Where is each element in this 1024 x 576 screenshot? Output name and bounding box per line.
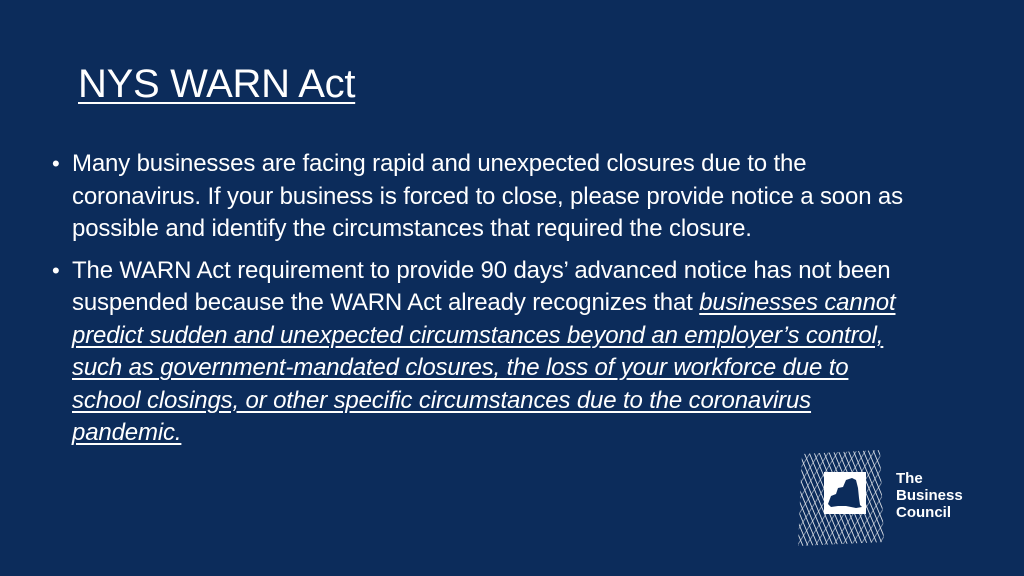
bullet-marker: •: [52, 151, 60, 176]
bullet-item-2: [52, 255, 912, 450]
logo-line: The: [896, 470, 923, 487]
bullet-emphasis-text: businesses cannot predict sudden and unexpected circumstances beyond an employer’s control, such as government-mandated closures, the loss of your workforce due to school closings, or other specific circumstances due to the coronavirus pandemic.: [72, 289, 896, 446]
bullet-text: The WARN Act requirement to provide 90 days’ advanced notice has not been suspended because the WARN Act already recognizes that: [72, 256, 891, 316]
bullet-list: [52, 148, 912, 459]
slide-title: NYS WARN Act: [78, 62, 356, 106]
logo-line: Council: [896, 504, 951, 521]
new-york-state-icon: [798, 450, 884, 546]
bullet-item-1: [52, 148, 912, 246]
bullet-marker: •: [52, 257, 60, 283]
bullet-text: Many businesses are facing rapid and unexpected closures due to the coronavirus. If your business is forced to close, please provide notice a soon as possible and identify the circumstances that required the closure.: [72, 150, 903, 242]
logo-line: Business: [896, 487, 963, 504]
logo-wordmark: [896, 470, 963, 521]
business-council-logo: [798, 450, 978, 546]
